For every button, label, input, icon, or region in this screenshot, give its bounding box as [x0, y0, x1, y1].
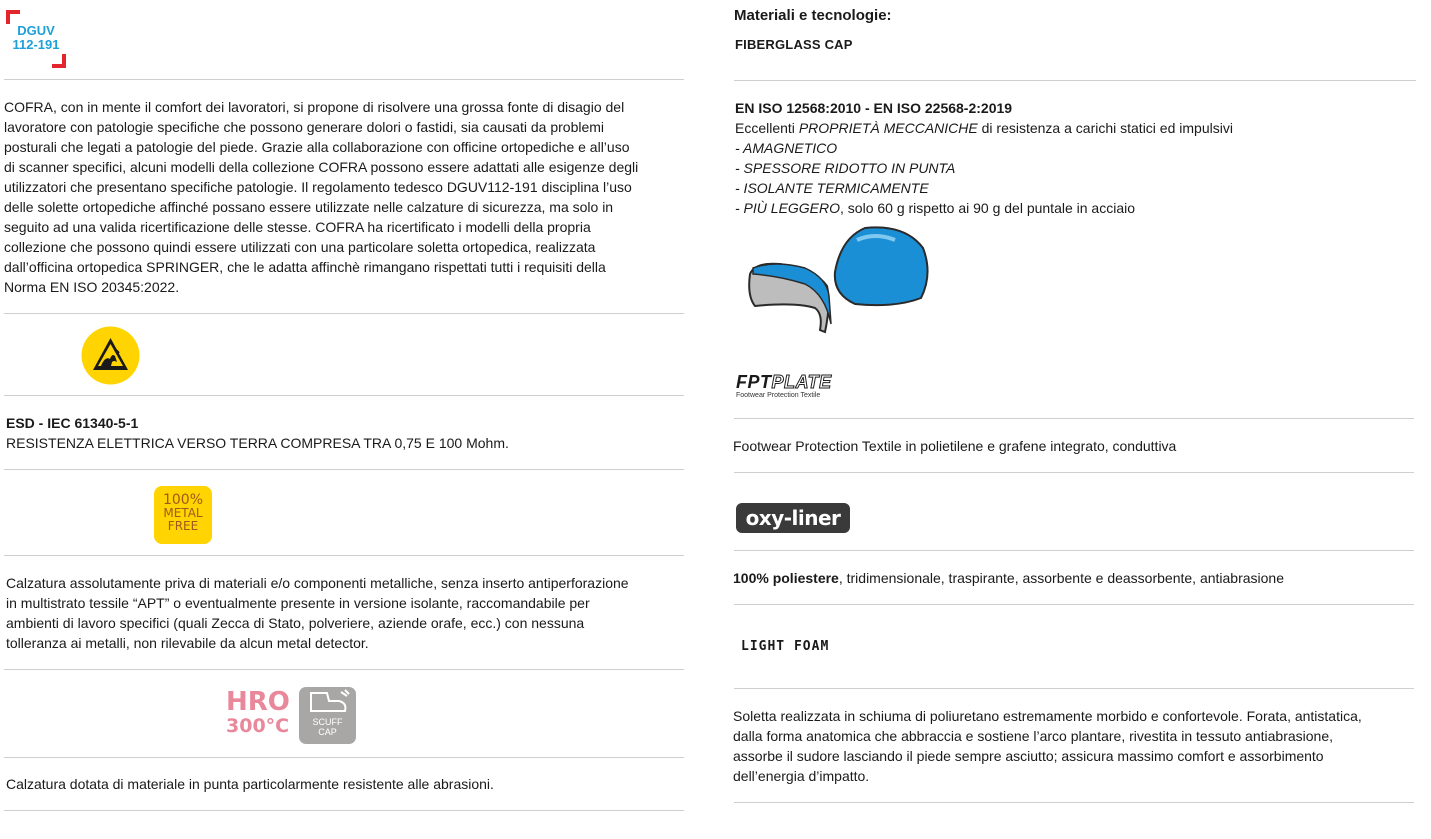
divider	[4, 669, 684, 670]
divider	[734, 472, 1414, 473]
divider	[4, 79, 684, 80]
scuff-label: CAP	[318, 727, 337, 737]
light-foam-paragraph	[733, 706, 1423, 786]
intro-line: delle solette ortopediche affinché possano essere utilizzate nelle calzature di sicurezza, ma solo in	[4, 199, 614, 215]
metal-line: ambienti di lavoro specifici (quali Zecca di Stato, polveriere, aziende orafe, ecc.) con nessuna	[6, 615, 585, 631]
fpt-text: Footwear Protection Textile in polietilene e grafene integrato, conduttiva	[733, 438, 1177, 454]
scuff-cap-badge	[299, 687, 356, 744]
cap-text-italic: PROPRIETÀ MECCANICHE	[798, 120, 978, 136]
metal-free-badge	[154, 486, 212, 544]
cap-text: , solo 60 g rispetto ai 90 g del puntale in acciaio	[840, 200, 1136, 216]
iso-title: EN ISO 12568:2010 - EN ISO 22568-2:2019	[735, 100, 1013, 116]
cap-bullet: - ISOLANTE TERMICAMENTE	[735, 180, 929, 196]
intro-line: COFRA, con in mente il comfort dei lavoratori, si propone di risolvere una grossa fonte di disagio del	[4, 99, 625, 115]
divider	[734, 418, 1414, 419]
metal-line: Calzatura assolutamente priva di materiali e/o componenti metalliche, senza inserto antiperforazione	[6, 575, 629, 591]
scuff-label: SCUFF	[312, 717, 343, 727]
fpt-plate-logo	[736, 372, 832, 400]
divider	[734, 80, 1416, 81]
dguv-label-1: DGUV	[17, 23, 55, 38]
intro-line: dall’officina ortopedica SPRINGER, che le adatta affinchè rimangano rispettati tutti i requisiti della	[4, 259, 606, 275]
fiberglass-cap-label: FIBERGLASS CAP	[735, 37, 853, 52]
metal-free-label: METAL	[163, 506, 203, 520]
dguv-badge	[6, 10, 66, 68]
cap-text: di resistenza a carichi statici ed impulsivi	[977, 120, 1233, 136]
cap-text: Eccellenti	[735, 120, 799, 136]
foam-line: dell’energia d’impatto.	[733, 768, 870, 784]
oxy-liner-bold: 100% poliestere	[733, 570, 839, 586]
foam-line: dalla forma anatomica che abbraccia e sostiene l’arco plantare, rivestita in tessuto antiabrasione,	[733, 728, 1333, 744]
materials-heading: Materiali e tecnologie:	[734, 7, 892, 24]
cap-properties	[735, 118, 1415, 218]
divider	[734, 550, 1414, 551]
intro-line: posturali che legati a patologie del piede. Grazie alla collaborazione con officine ortopediche e all’uso	[4, 139, 630, 155]
divider	[4, 810, 684, 811]
hro-badge	[226, 687, 290, 737]
fpt-logo-text	[736, 372, 832, 392]
intro-line: seguito ad una valida ricertificazione delle stesse. COFRA ha ricertificato i modelli della propria	[4, 219, 591, 235]
esd-title: ESD - IEC 61340-5-1	[6, 415, 139, 431]
cap-line	[735, 198, 1415, 218]
oxy-liner-desc: , tridimensionale, traspirante, assorbente e deassorbente, antiabrasione	[838, 570, 1284, 586]
fiberglass-cap-image	[745, 224, 931, 336]
cap-bullet: - AMAGNETICO	[735, 140, 838, 156]
cap-line	[735, 118, 1415, 138]
light-foam-logo: LIGHT FOAM	[741, 639, 830, 654]
foam-line: assorbe il sudore lasciando il piede sempre asciutto; assicura massimo comfort e assorbimento	[733, 748, 1324, 764]
divider	[734, 688, 1414, 689]
metal-line: tolleranza ai metalli, non rilevabile da alcun metal detector.	[6, 635, 369, 651]
dguv-label-2: 112-191	[12, 37, 60, 52]
oxy-liner-text	[733, 568, 1284, 588]
divider	[4, 469, 684, 470]
dguv-corner-top	[6, 10, 20, 24]
metal-free-label: FREE	[167, 519, 199, 533]
fpt-logo-plate: PLATE	[771, 372, 832, 392]
fpt-logo-subtitle: Footwear Protection Textile	[736, 392, 821, 399]
metal-free-label: 100%	[162, 492, 204, 508]
foam-line: Soletta realizzata in schiuma di poliuretano estremamente morbido e confortevole. Forata, antistatica,	[733, 708, 1362, 724]
cap-bullet: - SPESSORE RIDOTTO IN PUNTA	[735, 160, 956, 176]
metal-free-paragraph	[6, 573, 696, 653]
scuff-text: Calzatura dotata di materiale in punta particolarmente resistente alle abrasioni.	[6, 776, 494, 792]
intro-line: Norma EN ISO 20345:2022.	[4, 279, 180, 295]
divider	[734, 604, 1414, 605]
divider	[4, 395, 684, 396]
hro-temp-label: 300°C	[226, 715, 290, 737]
metal-line: in multistrato tessile “APT” o eventualmente presente in versione isolante, raccomandabile per	[6, 595, 590, 611]
esd-text: RESISTENZA ELETTRICA VERSO TERRA COMPRESA TRA 0,75 E 100 Mohm.	[6, 435, 509, 451]
divider	[4, 555, 684, 556]
hro-label: HRO	[226, 687, 290, 717]
intro-paragraph	[4, 97, 694, 297]
boot-icon	[299, 687, 356, 717]
dguv-corner-bottom	[52, 54, 66, 68]
intro-line: collezione che possono quindi essere utilizzati con una particolare soletta ortopedica, realizzata	[4, 239, 596, 255]
cap-bullet: - PIÙ LEGGERO	[735, 200, 841, 216]
intro-line: di scanner specifici, alcuni modelli della collezione COFRA possono essere adattati alle esigenze degli	[4, 159, 639, 175]
divider	[734, 802, 1414, 803]
divider	[4, 313, 684, 314]
fpt-logo-main: FPT	[736, 372, 772, 392]
oxy-liner-logo: oxy-liner	[736, 503, 850, 533]
intro-line: lavoratore con patologie specifiche che possono generare dolori o fastidi, sia causati da problemi	[4, 119, 605, 135]
esd-warning-icon	[81, 326, 140, 385]
intro-line: utilizzatori che presentano specifiche patologie. Il regolamento tedesco DGUV112-191 disciplina l’uso	[4, 179, 632, 195]
divider	[4, 757, 684, 758]
